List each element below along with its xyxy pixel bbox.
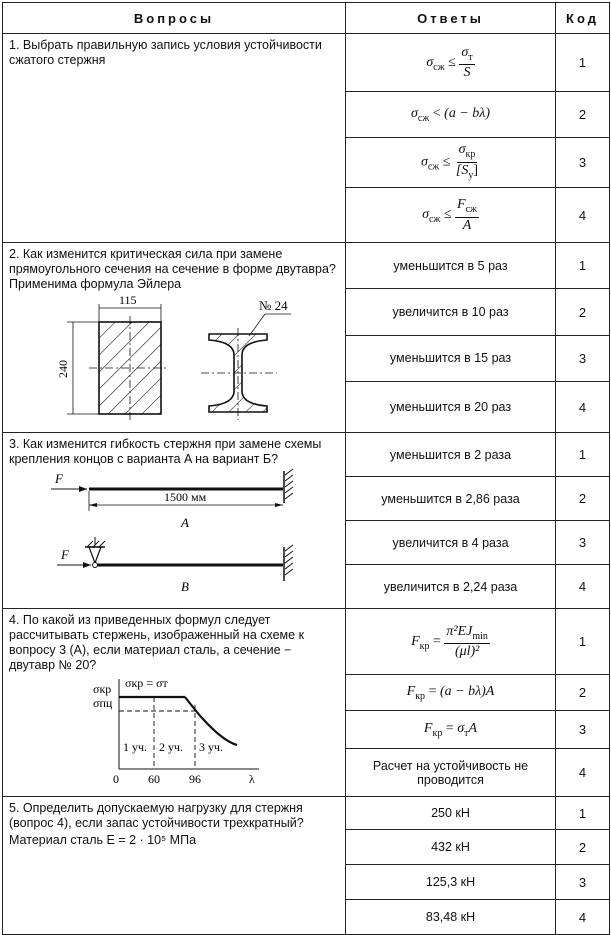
q5-answer-3[interactable]: 125,3 кН (346, 865, 556, 900)
q3-answer-2[interactable]: уменьшится в 2,86 раза (346, 477, 556, 521)
question-5 (3, 797, 346, 935)
header-row (3, 3, 610, 34)
q1-code-1: 1 (556, 34, 610, 92)
graph-x2: 96 (189, 772, 201, 785)
q3-code-3: 3 (556, 521, 610, 565)
question-5-text: 5. Определить допускаемую нагрузку для стержня (вопрос 4), если запас устойчивости трехкратный? (9, 801, 304, 830)
q1-answer-1[interactable]: $\sigma_{сж}$ ≤ $\frac{\sigma_т}{S}$ (346, 34, 556, 92)
q3-code-4: 4 (556, 565, 610, 609)
q4-answer-1[interactable]: $F_{кр}$ = $\frac{\pi^2EJ_{min}}{\text{(μl)²}}$ (346, 609, 556, 675)
schemes-figure (9, 467, 329, 595)
q1-code-2: 2 (556, 92, 610, 138)
dim-width-label: 115 (119, 293, 137, 307)
length-label: 1500 мм (164, 490, 207, 504)
q5-code-3: 3 (556, 865, 610, 900)
quiz-table (2, 2, 610, 935)
q4-code-2: 2 (556, 675, 610, 711)
question-1-text: 1. Выбрать правильную запись условия устойчивости сжатого стержня (9, 38, 322, 67)
sections-figure (9, 292, 329, 424)
q1-answer-3[interactable]: $\sigma_{сж}$ ≤ $\frac{\sigma_{кр}}{[S_y]}$ (346, 138, 556, 188)
stress-graph (9, 673, 329, 785)
question-1 (3, 34, 346, 243)
graph-zone-1: 1 уч. (123, 740, 148, 754)
header-questions: Вопросы (3, 3, 346, 34)
q2-code-1: 1 (556, 243, 610, 289)
question-3 (3, 433, 346, 609)
q4-code-4: 4 (556, 749, 610, 797)
header-answers: Ответы (346, 3, 556, 34)
q2-answer-1[interactable]: уменьшится в 5 раз (346, 243, 556, 289)
q4-code-1: 1 (556, 609, 610, 675)
q5-code-1: 1 (556, 797, 610, 830)
q4-code-3: 3 (556, 711, 610, 749)
graph-x0: 0 (113, 772, 119, 785)
graph-y2-label: σпц (93, 696, 113, 710)
question-4 (3, 609, 346, 797)
graph-x-axis: λ (249, 772, 255, 785)
q3-answer-3[interactable]: увеличится в 4 раза (346, 521, 556, 565)
q3-answer-1[interactable]: уменьшится в 2 раза (346, 433, 556, 477)
q5-code-2: 2 (556, 830, 610, 865)
q1-code-4: 4 (556, 188, 610, 243)
graph-zone-3: 3 уч. (199, 740, 224, 754)
graph-zone-2: 2 уч. (159, 740, 184, 754)
header-code: Код (556, 3, 610, 34)
q1-code-3: 3 (556, 138, 610, 188)
q3-code-2: 2 (556, 477, 610, 521)
graph-y1-label: σкр (93, 682, 112, 696)
q2-answer-2[interactable]: увеличится в 10 раз (346, 289, 556, 335)
q2-answer-3[interactable]: уменьшится в 15 раз (346, 335, 556, 381)
graph-x1: 60 (148, 772, 160, 785)
variant-b-label: B (181, 579, 189, 594)
question-2 (3, 243, 346, 433)
q2-code-2: 2 (556, 289, 610, 335)
variant-a-label: A (181, 515, 189, 530)
question-4-text: 4. По какой из приведенных формул следует рассчитывать стержень, изображенный на схеме к вопросу 3 (A), если материал сталь, а сечение − двутавр № 20? (9, 613, 305, 672)
q3-code-1: 1 (556, 433, 610, 477)
graph-y1b-label: σкр = σт (125, 676, 168, 690)
q4-answer-4[interactable] (346, 749, 556, 797)
q1-answer-2[interactable]: $\sigma_{сж} < (a - b\lambda)$ (346, 92, 556, 138)
question-3-text: 3. Как изменится гибкость стержня при замене схемы крепления концов с варианта A на вариант Б? (9, 437, 322, 466)
beam-label: № 24 (259, 298, 288, 313)
q4-answer-4-text: Расчет на устойчивость не проводится (372, 758, 529, 787)
q1-answer-4[interactable]: $\sigma_{сж}$ ≤ $\frac{F_{сж}}{A}$ (346, 188, 556, 243)
material-text: Материал сталь E = 2 · 10⁵ МПа (9, 833, 197, 847)
q5-answer-2[interactable]: 432 кН (346, 830, 556, 865)
force-label-b: F (61, 547, 69, 562)
q5-code-4: 4 (556, 900, 610, 935)
q5-answer-4[interactable]: 83,48 кН (346, 900, 556, 935)
q2-code-4: 4 (556, 382, 610, 433)
force-label-a: F (55, 471, 63, 486)
dim-height-label: 240 (56, 360, 70, 378)
q4-answer-2[interactable]: $F_{кр} = (a - b\lambda)A$ (346, 675, 556, 711)
question-2-text: 2. Как изменится критическая сила при замене прямоугольного сечения на сечение в форме двутавра? Применима формула Эйлера (9, 247, 336, 291)
q2-code-3: 3 (556, 335, 610, 381)
q4-answer-3[interactable]: $F_{кр} = \sigma_тA$ (346, 711, 556, 749)
q2-answer-4[interactable]: уменьшится в 20 раз (346, 382, 556, 433)
q5-answer-1[interactable]: 250 кН (346, 797, 556, 830)
q3-answer-4[interactable]: увеличится в 2,24 раза (346, 565, 556, 609)
